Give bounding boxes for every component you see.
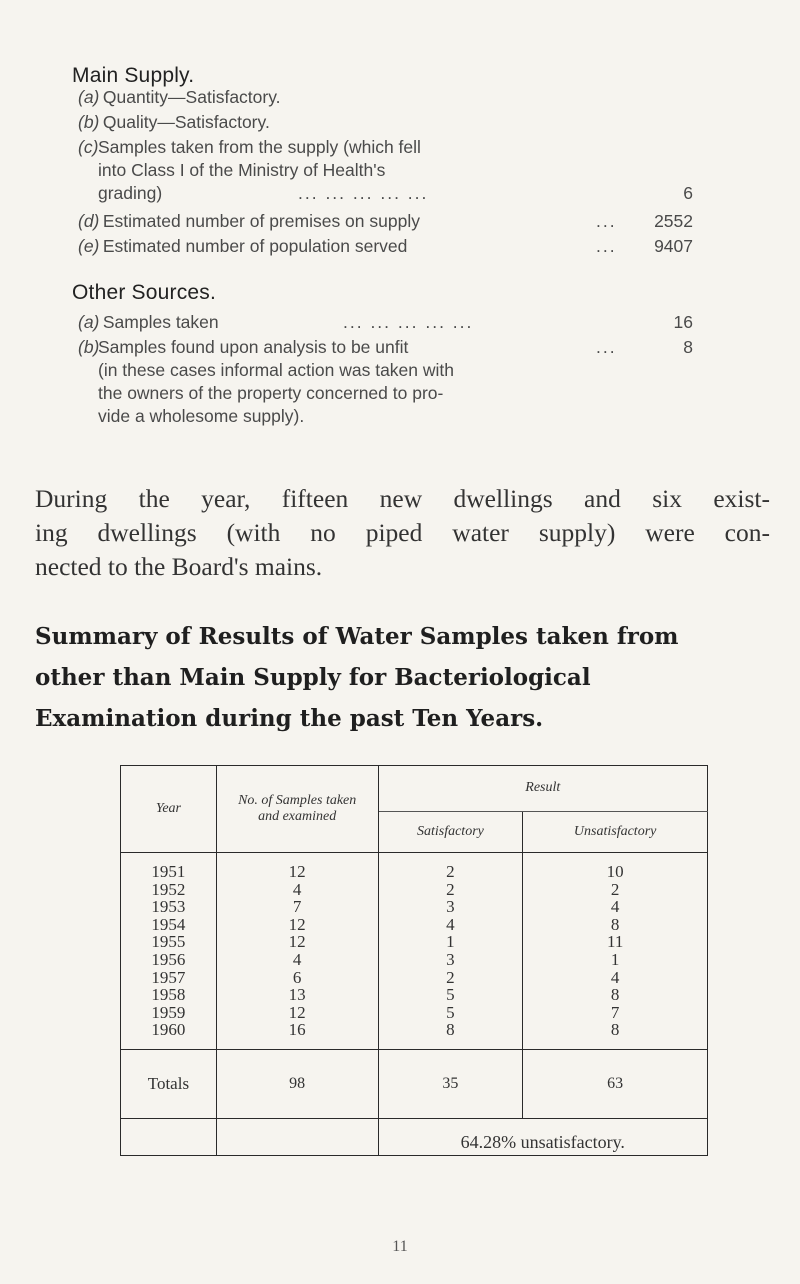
leader-dots: ... ... ... ... ... — [343, 312, 474, 332]
item-label: (a) — [78, 312, 100, 332]
item-value: 6 — [683, 183, 693, 203]
paragraph-line1: During the year, fifteen new dwellings and six exist- — [35, 484, 770, 513]
item-value: 2552 — [654, 211, 693, 231]
satisfactory-value: 3 — [446, 949, 455, 969]
item-text: Quantity—Satisfactory. — [102, 87, 281, 107]
item-value: 8 — [683, 337, 693, 357]
unsatisfactory-value: 10 — [606, 862, 624, 881]
item-text-line1: Samples found upon analysis to be unfit — [98, 337, 409, 357]
satisfactory-value: 5 — [446, 1002, 455, 1022]
year-1951: 1951 — [151, 862, 186, 881]
totals-label: Totals — [121, 1049, 217, 1118]
header-satisfactory: Satisfactory — [378, 811, 523, 852]
results-table — [120, 765, 708, 1156]
satisfactory-value: 2 — [446, 967, 455, 987]
year-1952: 1952 — [151, 879, 186, 899]
main-supply-item-c — [78, 136, 693, 205]
year-1959: 1959 — [151, 1002, 186, 1022]
paragraph-line3: nected to the Board's mains. — [35, 552, 323, 581]
header-year: Year — [121, 766, 217, 853]
samples-value: 7 — [292, 897, 302, 917]
item-text-line3: grading) — [98, 183, 163, 203]
year-1960: 1960 — [151, 1020, 186, 1040]
summary-heading — [35, 616, 765, 739]
unsatisfactory-value: 7 — [610, 1002, 620, 1022]
item-label: (c) — [78, 137, 99, 157]
other-sources-item-a — [78, 311, 693, 334]
empty-cell — [121, 1118, 217, 1155]
item-text: Estimated number of population served — [102, 236, 408, 256]
year-1954: 1954 — [151, 914, 186, 934]
samples-value: 16 — [288, 1020, 306, 1040]
page-number: 11 — [392, 1238, 408, 1255]
item-label: (d) — [78, 211, 100, 231]
totals-satisfactory: 35 — [378, 1049, 523, 1118]
item-text: Samples taken — [102, 312, 219, 332]
item-text-line3: the owners of the property concerned to pro- — [98, 383, 444, 403]
item-value: 9407 — [654, 236, 693, 256]
unsatisfactory-percentage: 64.28% unsatisfactory. — [378, 1118, 707, 1155]
unsatisfactory-cell — [523, 853, 708, 1050]
item-text: Estimated number of premises on supply — [102, 211, 420, 231]
year-1957: 1957 — [151, 967, 186, 987]
item-label: (b) — [78, 112, 100, 132]
main-supply-item-a — [78, 86, 693, 109]
empty-cell — [216, 1118, 378, 1155]
item-text-line2: (in these cases informal action was taken with — [98, 360, 454, 380]
unsatisfactory-value: 8 — [610, 914, 620, 934]
footnote-row — [121, 1118, 708, 1155]
samples-value: 12 — [288, 914, 306, 934]
satisfactory-value: 2 — [446, 862, 455, 881]
summary-line1: Summary of Results of Water Samples taken from — [35, 623, 679, 650]
samples-value: 12 — [288, 932, 306, 952]
samples-value: 4 — [292, 949, 302, 969]
main-supply-heading: Main Supply. — [72, 64, 195, 87]
satisfactory-value: 5 — [446, 985, 455, 1005]
main-supply-item-e — [78, 235, 693, 258]
summary-line3: Examination during the past Ten Years. — [35, 705, 544, 732]
table-header-row — [121, 766, 708, 812]
samples-value: 4 — [292, 879, 302, 899]
main-supply-item-b — [78, 111, 693, 134]
item-label: (a) — [78, 87, 100, 107]
year-1958: 1958 — [151, 985, 186, 1005]
item-text-line1: Samples taken from the supply (which fell — [98, 137, 421, 157]
satisfactory-cell — [378, 853, 523, 1050]
satisfactory-value: 3 — [446, 897, 455, 917]
totals-row — [121, 1049, 708, 1118]
leader-dots: ... — [596, 236, 617, 256]
table-body-row — [121, 853, 708, 1050]
item-label: (b) — [78, 337, 100, 357]
body-paragraph — [35, 482, 770, 584]
item-text: Quality—Satisfactory. — [102, 112, 270, 132]
satisfactory-value: 2 — [446, 879, 455, 899]
totals-unsatisfactory: 63 — [523, 1049, 708, 1118]
years-cell — [121, 853, 217, 1050]
unsatisfactory-value: 11 — [606, 932, 624, 952]
samples-value: 12 — [288, 1002, 306, 1022]
header-result: Result — [378, 766, 707, 812]
main-supply-item-d — [78, 210, 693, 233]
leader-dots: ... ... ... ... ... — [298, 183, 429, 203]
item-text-line4: vide a wholesome supply). — [98, 406, 305, 426]
samples-value: 13 — [288, 985, 306, 1005]
satisfactory-value: 4 — [446, 914, 455, 934]
samples-cell — [216, 853, 378, 1050]
unsatisfactory-value: 8 — [610, 985, 620, 1005]
samples-value: 6 — [292, 967, 302, 987]
unsatisfactory-value: 2 — [610, 879, 620, 899]
unsatisfactory-value: 1 — [610, 949, 620, 969]
year-1955: 1955 — [151, 932, 186, 952]
satisfactory-value: 8 — [446, 1020, 455, 1040]
paragraph-line2: ing dwellings (with no piped water supply) were con- — [35, 518, 770, 547]
header-unsatisfactory: Unsatisfactory — [523, 811, 708, 852]
unsatisfactory-value: 4 — [610, 897, 620, 917]
other-sources-heading: Other Sources. — [72, 281, 217, 304]
unsatisfactory-value: 8 — [610, 1020, 620, 1040]
samples-value: 12 — [288, 862, 306, 881]
year-1956: 1956 — [151, 949, 186, 969]
item-label: (e) — [78, 236, 100, 256]
unsatisfactory-value: 4 — [610, 967, 620, 987]
satisfactory-value: 1 — [446, 932, 455, 952]
item-text-line2: into Class I of the Ministry of Health's — [98, 160, 386, 180]
header-samples: No. of Samples taken and examined — [216, 766, 378, 853]
totals-samples: 98 — [216, 1049, 378, 1118]
year-1953: 1953 — [151, 897, 186, 917]
other-sources-item-b — [78, 336, 693, 428]
summary-line2: other than Main Supply for Bacteriological — [35, 664, 591, 691]
leader-dots: ... — [596, 211, 617, 231]
item-value: 16 — [673, 312, 693, 332]
leader-dots: ... — [596, 337, 617, 357]
